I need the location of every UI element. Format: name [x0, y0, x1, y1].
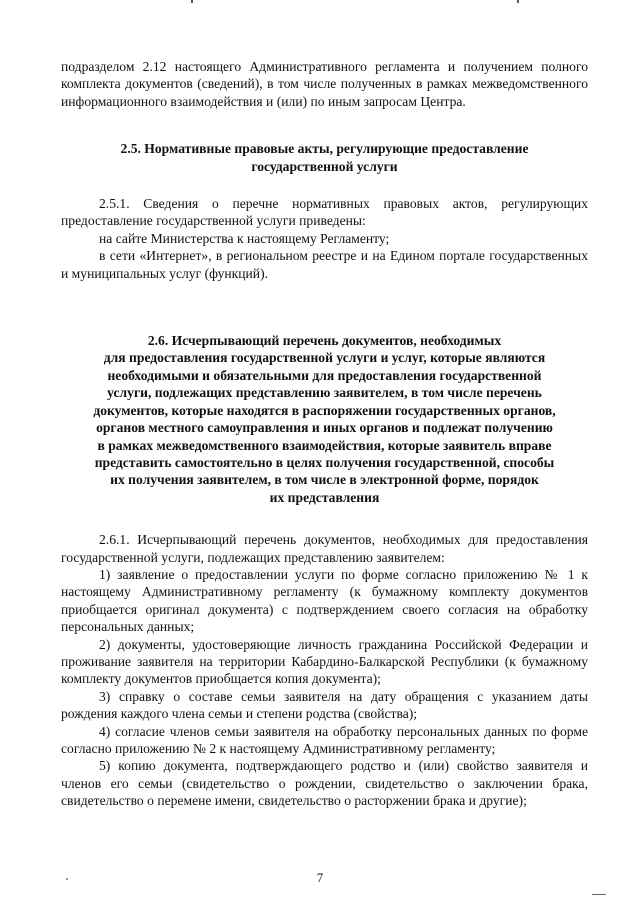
paragraph-intro: подразделом 2.12 настоящего Административного регламента и получением полного комплекта документов (сведений), в том числе полученных в рамках межведомственного информационного взаимодействия и (или) по иным запросам Центра.	[61, 59, 588, 109]
heading-line: их представления	[269, 489, 380, 505]
heading-line: в рамках межведомственного взаимодействия, которые заявитель вправе	[97, 437, 552, 453]
page-number: 7	[316, 870, 324, 885]
list-item: 5) копию документа, подтверждающего родство и (или) свойство заявителя и членов его семьи (свидетельство о рождении, свидетельство о заключении брака, свидетельство о перемене имени, свидетельство о расторжении брака и другие);	[61, 758, 588, 809]
heading-line: органов местного самоуправления и иных органов и подлежат получению	[96, 420, 553, 436]
list-item: 4) согласие членов семьи заявителя на обработку персональных данных по форме согласно приложению № 2 к настоящему Административному регламенту;	[61, 723, 588, 756]
scan-artifact	[191, 0, 193, 3]
scan-artifact	[517, 0, 519, 3]
heading-line: документов, которые находятся в распоряжении государственных органов,	[93, 402, 556, 418]
paragraph-2-5-1: 2.5.1. Сведения о перечне нормативных правовых актов, регулирующих предоставление государственной услуги приведены:	[61, 196, 588, 229]
heading-line: для предоставления государственной услуги и услуг, которые являются	[103, 350, 546, 366]
page-content	[61, 58, 588, 810]
paragraph-2-6-1: 2.6.1. Исчерпывающий перечень документов, необходимых для предоставления государственной услуги, подлежащих представлению заявителем:	[61, 532, 588, 565]
heading-line: государственной услуги	[251, 158, 398, 174]
heading-line: их получения заявителем, в том числе в электронной форме, порядок	[110, 472, 539, 488]
section-heading-2-6	[61, 332, 588, 506]
list-item: 2) документы, удостоверяющие личность гражданина Российской Федерации и проживание заявителя на территории Кабардино-Балкарской Республики (к бумажному комплекту документов приобщается копия документа);	[61, 636, 588, 687]
list-item: 3) справку о составе семьи заявителя на дату обращения с указанием даты рождения каждого члена семьи и степени родства (свойства);	[61, 688, 588, 722]
heading-line: 2.5. Нормативные правовые акты, регулирующие предоставление	[120, 141, 529, 157]
scan-artifact	[592, 894, 606, 895]
section-heading-2-5	[61, 140, 588, 175]
list-item: 1) заявление о предоставлении услуги по форме согласно приложению № 1 к настоящему Административному регламенту (к бумажному комплекту документов приобщается оригинал документа) с подтверждением своего согласия на обработку персональных данных;	[61, 566, 588, 635]
heading-line: необходимыми и обязательными для предоставления государственной	[107, 367, 542, 383]
heading-line: представить самостоятельно в целях получения государственной, способы	[94, 454, 555, 470]
heading-line: 2.6. Исчерпывающий перечень документов, необходимых	[147, 333, 502, 349]
heading-line: услуги, подлежащих представлению заявителем, в том числе перечень	[107, 385, 542, 401]
paragraph-2-5-1-internet: в сети «Интернет», в региональном реестре и на Едином портале государственных и муниципальных услуг (функций).	[61, 248, 588, 281]
paragraph-2-5-1-site: на сайте Министерства к настоящему Регламенту;	[99, 230, 390, 246]
scan-artifact	[66, 878, 68, 880]
